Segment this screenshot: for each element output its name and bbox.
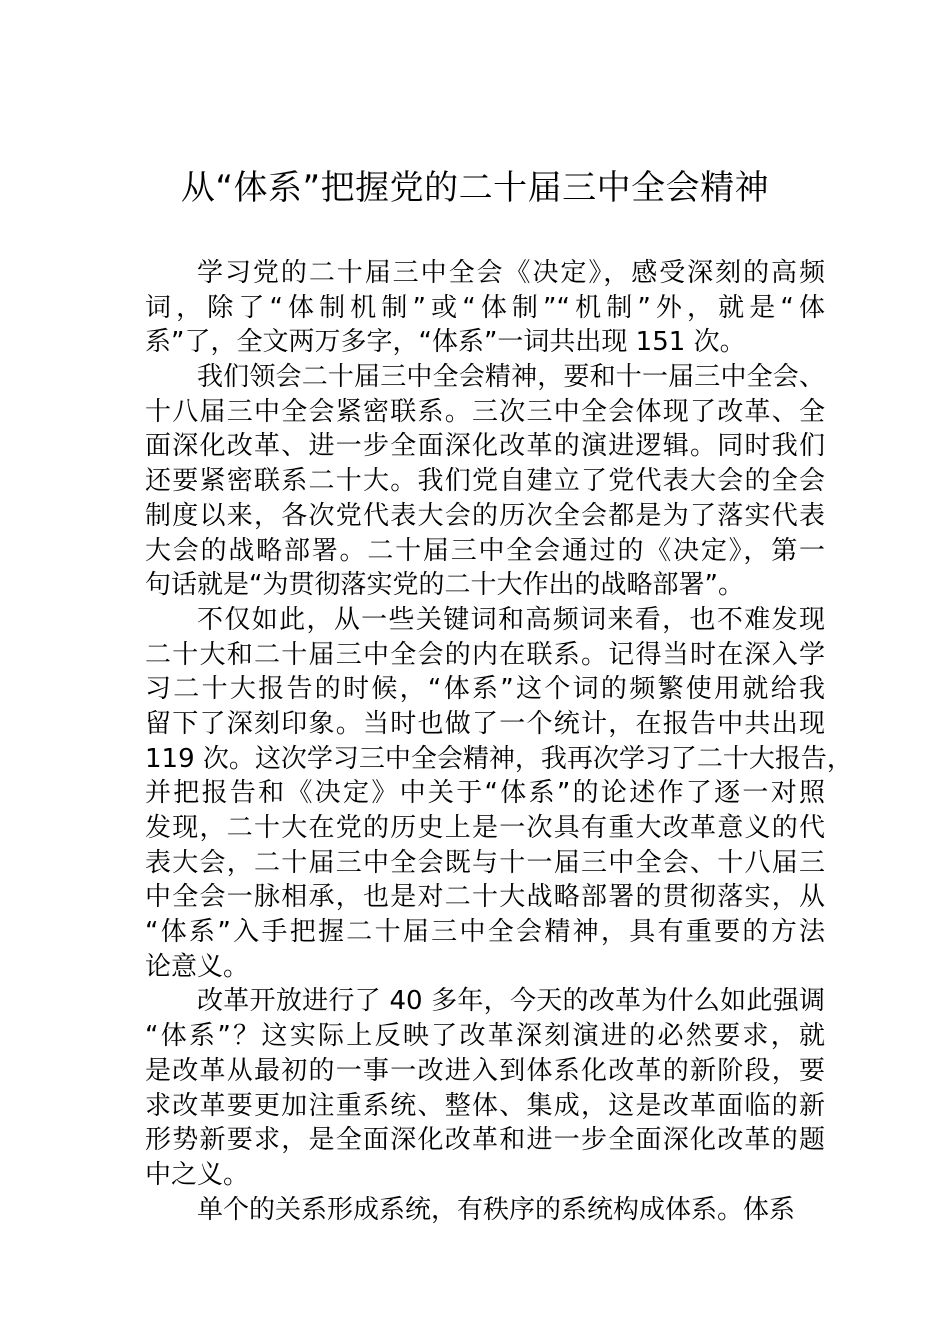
text-line: 二十大和二十届三中全会的内在联系。记得当时在深入学 <box>145 639 825 670</box>
text-line: 句话就是“为贯彻落实党的二十大作出的战略部署”。 <box>145 570 744 601</box>
text-line: 表大会，二十届三中全会既与十一届三中全会、十八届三 <box>145 847 825 878</box>
text-line: 求改革要更加注重系统、整体、集成，这是改革面临的新 <box>145 1090 825 1121</box>
text-line: 大会的战略部署。二十届三中全会通过的《决定》，第一 <box>145 535 825 566</box>
text-line: 并把报告和《决定》中关于“体系”的论述作了逐一对照 <box>145 778 825 809</box>
text-line: 是改革从最初的一事一改进入到体系化改革的新阶段，要 <box>145 1055 825 1086</box>
text-line: 不仅如此，从一些关键词和高频词来看，也不难发现 <box>197 604 825 635</box>
text-line: 发现，二十大在党的历史上是一次具有重大改革意义的代 <box>145 813 825 843</box>
document-title: 从“体系”把握党的二十届三中全会精神 <box>180 168 770 208</box>
paragraph-2 <box>145 360 825 603</box>
paragraph-4 <box>145 984 825 1192</box>
text-line: 制度以来，各次党代表大会的历次全会都是为了落实代表 <box>145 500 825 531</box>
text-line: 词，除了“体制机制”或“体制”“机制”外，就是“体 <box>145 292 825 323</box>
text-line: 单个的关系形成系统，有秩序的系统构成体系。体系 <box>197 1194 796 1225</box>
text-line: “体系”入手把握二十届三中全会精神，具有重要的方法 <box>145 917 825 948</box>
text-line: 系”了，全文两万多字，“体系”一词共出现 151 次。 <box>145 327 746 358</box>
text-line: 面深化改革、进一步全面深化改革的演进逻辑。同时我们 <box>145 431 825 462</box>
text-line: 十八届三中全会紧密联系。三次三中全会体现了改革、全 <box>145 396 825 427</box>
text-line: 119 次。这次学习三中全会精神，我再次学习了二十大报告， <box>145 743 853 774</box>
text-line: 习二十大报告的时候，“体系”这个词的频繁使用就给我 <box>145 674 825 705</box>
paragraph-1 <box>145 256 825 360</box>
document-body <box>145 256 853 1227</box>
text-line: “体系”？这实际上反映了改革深刻演进的必然要求，就 <box>145 1021 825 1052</box>
text-line: 形势新要求，是全面深化改革和进一步全面深化改革的题 <box>145 1125 825 1156</box>
text-line: 我们领会二十届三中全会精神，要和十一届三中全会、 <box>197 362 825 393</box>
text-line: 学习党的二十届三中全会《决定》，感受深刻的高频 <box>197 258 825 288</box>
paragraph-3 <box>145 603 853 985</box>
text-line: 中全会一脉相承，也是对二十大战略部署的贯彻落实，从 <box>145 882 825 913</box>
text-line: 改革开放进行了 40 多年，今天的改革为什么如此强调 <box>197 986 825 1017</box>
text-line: 论意义。 <box>145 951 250 982</box>
text-line: 还要紧密联系二十大。我们党自建立了党代表大会的全会 <box>145 466 825 497</box>
text-line: 留下了深刻印象。当时也做了一个统计，在报告中共出现 <box>145 708 825 739</box>
text-line: 中之义。 <box>145 1159 250 1190</box>
paragraph-5 <box>145 1193 825 1228</box>
